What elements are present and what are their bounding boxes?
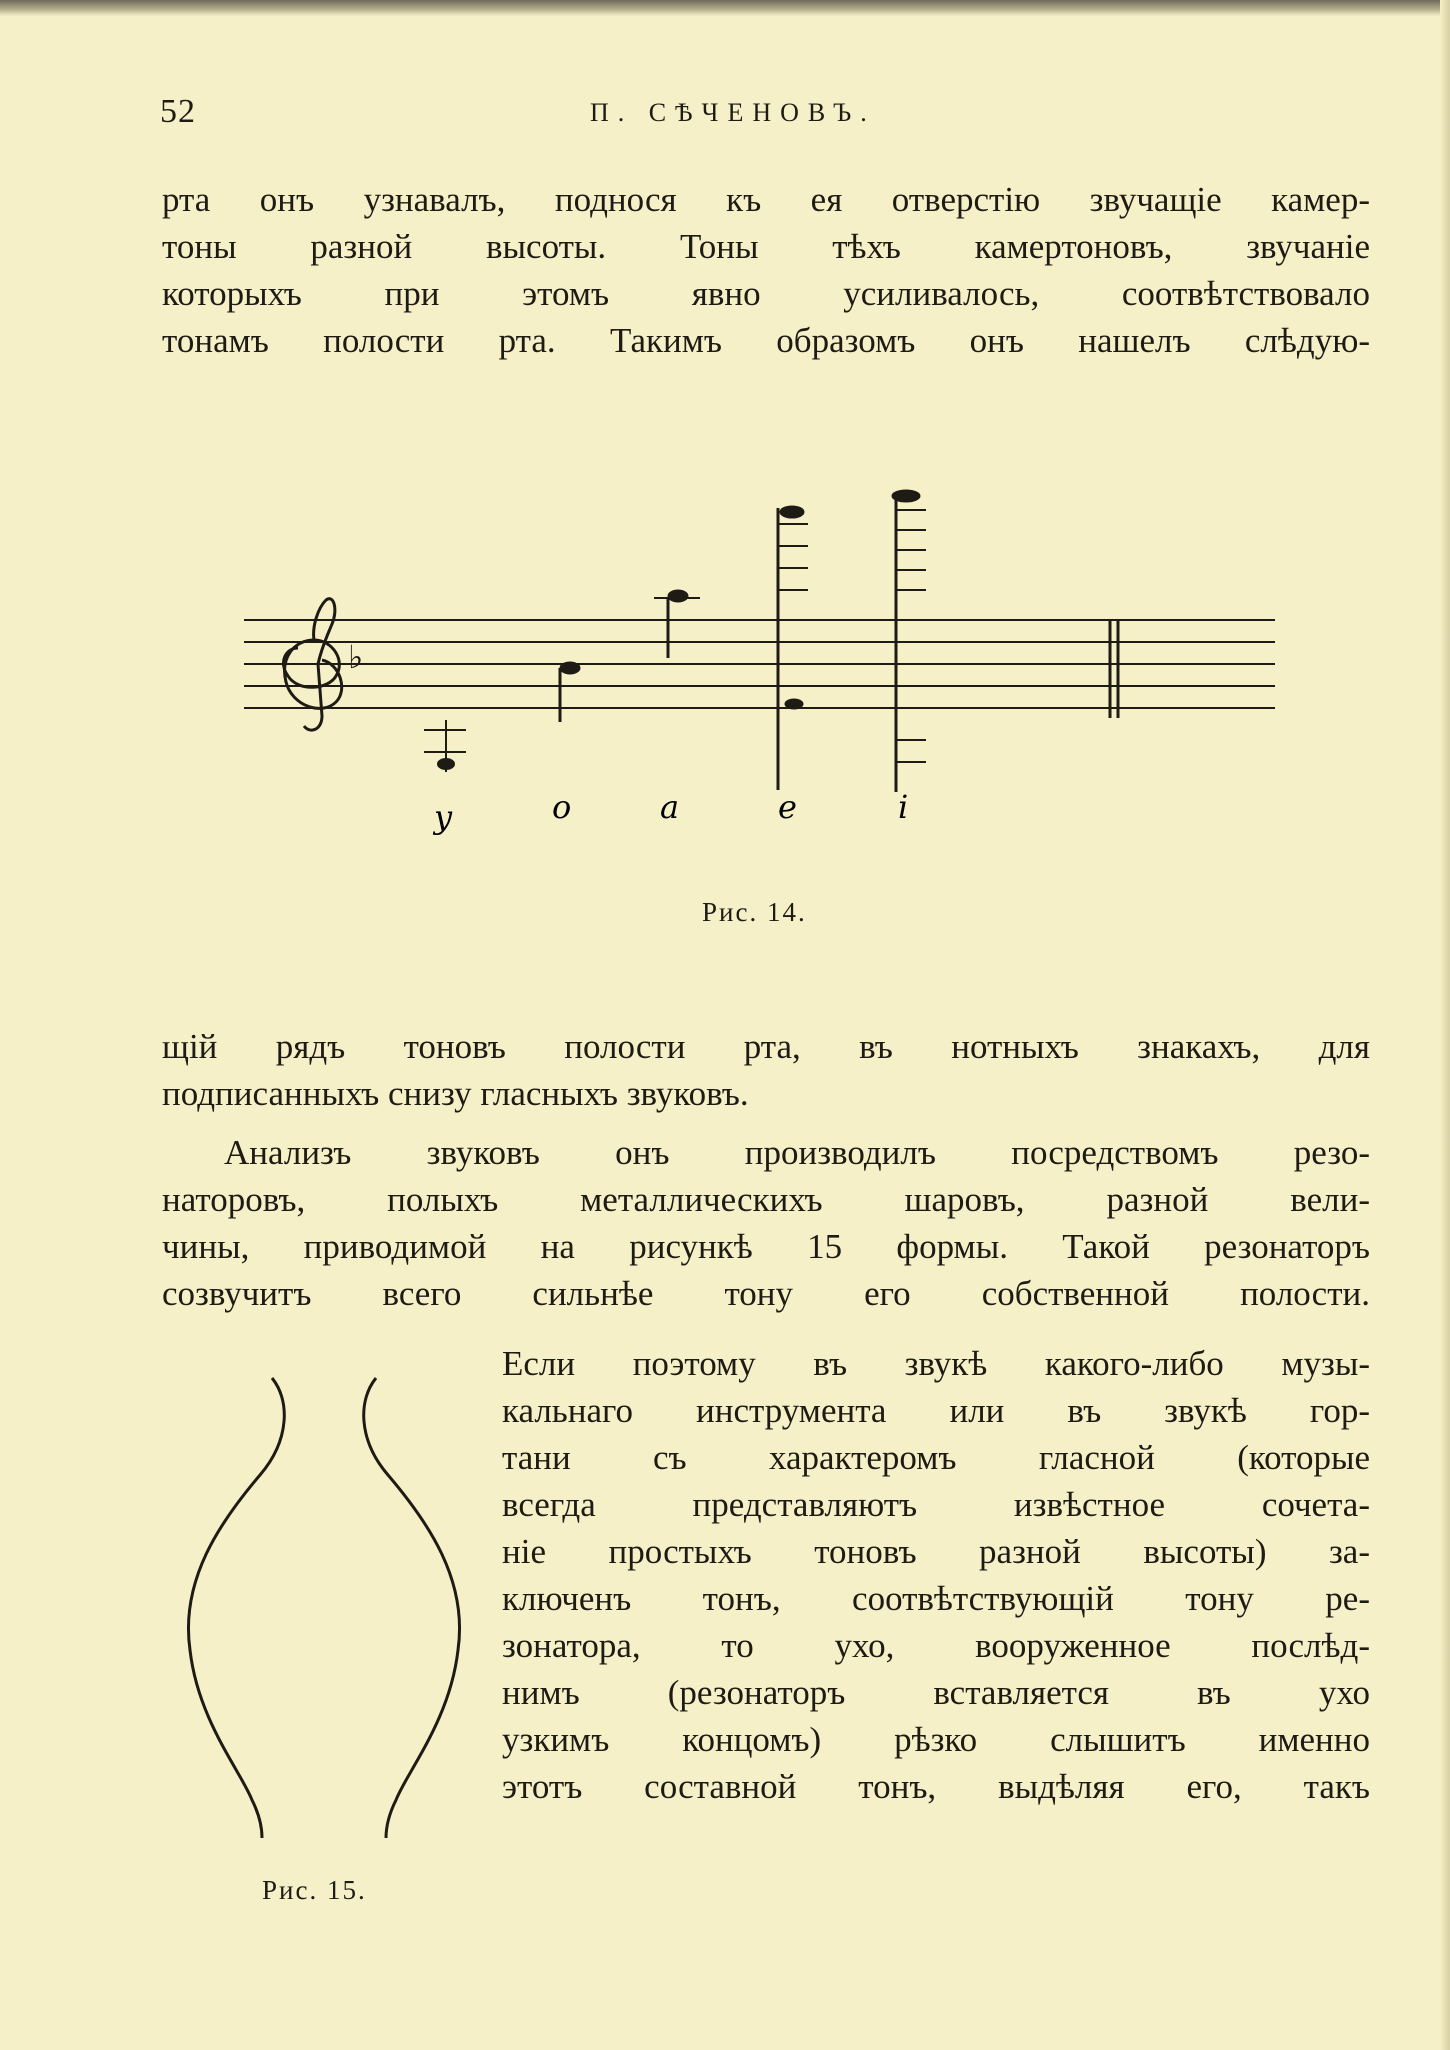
vowel-label: у xyxy=(434,798,453,836)
page-right-edge xyxy=(1440,0,1450,2050)
text-line: зонатора, то ухо, вооруженное послѣд- xyxy=(502,1626,1370,1665)
text-line: рта онъ узнавалъ, поднося къ ея отверстію звучащіе камер- xyxy=(162,180,1370,219)
double-barline xyxy=(1110,620,1118,718)
figure-15-caption: Рис. 15. xyxy=(262,1875,367,1905)
vowel-label: е xyxy=(778,788,797,826)
figure-14-staff xyxy=(0,470,1450,836)
note-e xyxy=(778,506,808,790)
paragraph-3 xyxy=(162,1129,1370,1317)
text-line: ніе простыхъ тоновъ разной высоты) за- xyxy=(502,1532,1370,1571)
text-line: этотъ составной тонъ, выдѣляя его, такъ xyxy=(502,1767,1370,1806)
text-line: ключенъ тонъ, соотвѣтствующій тону ре- xyxy=(502,1579,1370,1618)
note-a xyxy=(654,590,700,658)
text-line: щій рядъ тоновъ полости рта, въ нотныхъ знакахъ, для xyxy=(162,1027,1370,1066)
text-line: всегда представляютъ извѣстное сочета- xyxy=(502,1485,1370,1524)
text-line: Если поэтому въ звукѣ какого-либо музы- xyxy=(502,1344,1370,1383)
vowel-label: а xyxy=(660,788,680,826)
text-line: тоны разной высоты. Тоны тѣхъ камертоновъ, звучаніе xyxy=(162,227,1370,266)
paragraph-2 xyxy=(162,1023,1370,1117)
text-line: чины, приводимой на рисункѣ 15 формы. Такой резонаторъ xyxy=(162,1227,1370,1266)
figure-14-caption: Рис. 14. xyxy=(702,897,807,927)
text-line: тани съ характеромъ гласной (которые xyxy=(502,1438,1370,1477)
note-u xyxy=(424,720,466,772)
text-line: Анализъ звуковъ онъ производилъ посредствомъ резо- xyxy=(224,1133,1370,1172)
vowel-label: о xyxy=(552,788,572,826)
note-o xyxy=(560,662,580,722)
text-line: созвучитъ всего сильнѣе тону его собственной полости. xyxy=(162,1274,1370,1313)
vowel-label: і xyxy=(898,788,909,826)
staff-lines xyxy=(244,620,1275,708)
page-number: 52 xyxy=(160,93,196,130)
text-line: наторовъ, полыхъ металлическихъ шаровъ, разной вели- xyxy=(162,1180,1370,1219)
text-line: узкимъ концомъ) рѣзко слышитъ именно xyxy=(502,1720,1370,1759)
text-line: которыхъ при этомъ явно усиливалось, соотвѣтствовало xyxy=(162,274,1370,313)
page-top-edge xyxy=(0,0,1450,16)
text-line: кальнаго инструмента или въ звукѣ гор- xyxy=(502,1391,1370,1430)
text-line: тонамъ полости рта. Такимъ образомъ онъ нашелъ слѣдую- xyxy=(162,321,1370,360)
text-line: нимъ (резонаторъ вставляется въ ухо xyxy=(502,1673,1370,1712)
paragraph-1 xyxy=(162,176,1370,364)
text-line: подписанныхъ снизу гласныхъ звуковъ. xyxy=(162,1074,749,1113)
flat-sign-icon: ♭ xyxy=(348,638,364,676)
paragraph-4 xyxy=(502,1340,1370,1810)
running-head: П. СѢЧЕНОВЪ. xyxy=(590,98,876,127)
figure-15-resonator xyxy=(170,1370,470,1840)
